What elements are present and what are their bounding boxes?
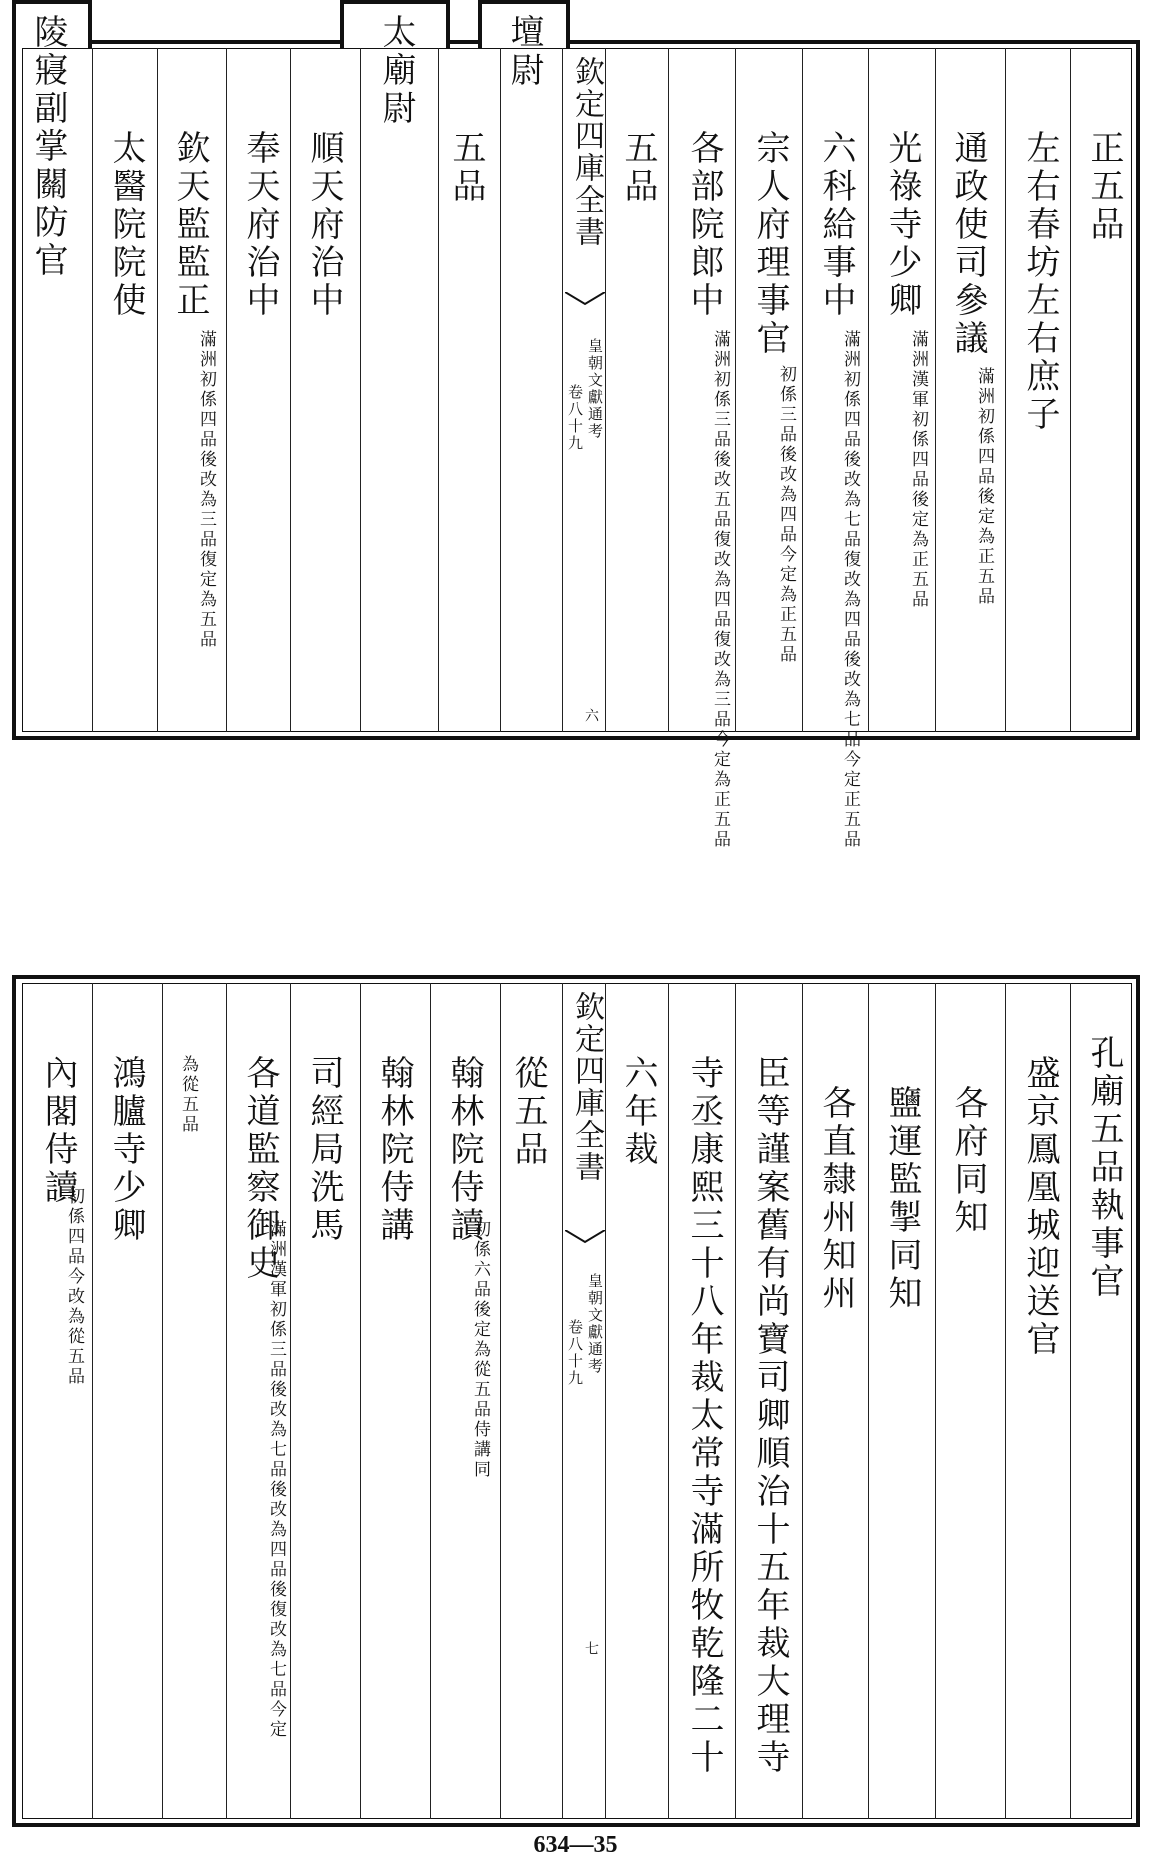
col-text: 五品: [618, 130, 658, 206]
column-rule: [360, 48, 361, 732]
col-text: 內閣侍讀: [38, 1055, 78, 1207]
column-rule: [226, 48, 227, 732]
column-rule: [430, 983, 431, 1819]
col-note: 滿洲初係四品後改為七品復改為四品後改為七品今定正五品: [840, 330, 860, 850]
column-rule: [562, 983, 563, 1819]
col-text: 六年裁: [618, 1055, 658, 1169]
col-note: 滿洲初係四品後改為三品復定為五品: [196, 330, 216, 650]
center-folio: 六: [583, 708, 599, 726]
column-rule: [290, 983, 291, 1819]
column-rule: [802, 983, 803, 1819]
col-text: 各道監察御史: [240, 1055, 280, 1283]
tab-text-3: 壇尉: [504, 14, 544, 90]
col-text: 鴻臚寺少卿: [106, 1055, 146, 1245]
col-text: 盛京鳳凰城迎送官: [1020, 1055, 1060, 1359]
col-text: 寺丞康熙三十八年裁太常寺滿所牧乾隆二十: [684, 1055, 724, 1777]
tab-text-1: 陵寢副掌關防官: [28, 14, 68, 280]
column-rule: [668, 983, 669, 1819]
col-text: 鹽運監掣同知: [882, 1085, 922, 1313]
column-rule: [605, 983, 606, 1819]
column-rule: [935, 983, 936, 1819]
col-text: 光祿寺少卿: [882, 130, 922, 320]
col-text: 翰林院侍讀: [444, 1055, 484, 1245]
center-subtitle: 皇朝文獻通考: [586, 338, 604, 440]
col-text: 翰林院侍講: [374, 1055, 414, 1245]
col-text: 左右春坊左右庶子: [1020, 130, 1060, 434]
column-rule: [605, 48, 606, 732]
col-text: 各府同知: [948, 1085, 988, 1237]
column-rule: [868, 48, 869, 732]
col-text: 通政使司參議: [948, 130, 988, 358]
column-rule: [802, 48, 803, 732]
col-text: 太醫院院使: [106, 130, 146, 320]
column-rule: [157, 48, 158, 732]
col-note: 初係六品後定為從五品侍講同: [470, 1220, 490, 1480]
tab-text-2: 太廟尉: [376, 14, 416, 128]
fishtail-mark: [565, 292, 605, 306]
col-text: 各部院郎中: [684, 130, 724, 320]
col-text: 臣等謹案舊有尚寶司卿順治十五年裁大理寺: [750, 1055, 790, 1777]
col-note: 為從五品: [178, 1055, 198, 1135]
column-rule: [868, 983, 869, 1819]
column-rule: [668, 48, 669, 732]
center-book-title: 欽定四庫全書: [569, 991, 604, 1183]
center-subtitle: 皇朝文獻通考: [586, 1273, 604, 1375]
col-text: 各直隸州知州: [816, 1085, 856, 1313]
col-text: 順天府治中: [304, 130, 344, 320]
column-rule: [1070, 983, 1071, 1819]
col-text: 奉天府治中: [240, 130, 280, 320]
fishtail-mark: [565, 1230, 605, 1244]
column-rule: [735, 983, 736, 1819]
col-note: 初係四品今改為從五品: [64, 1187, 84, 1387]
column-rule: [735, 48, 736, 732]
column-rule: [92, 983, 93, 1819]
column-rule: [162, 983, 163, 1819]
col-note: 滿洲初係四品後定為正五品: [974, 367, 994, 607]
column-rule: [290, 48, 291, 732]
column-rule: [226, 983, 227, 1819]
column-rule: [360, 983, 361, 1819]
col-text: 孔廟五品執事官: [1084, 1035, 1124, 1301]
col-note: 滿洲初係三品後改五品復改為四品復改為三品今定為正五品: [710, 330, 730, 850]
column-rule: [1070, 48, 1071, 732]
column-rule: [438, 48, 439, 732]
col-text: 宗人府理事官: [750, 130, 790, 358]
col-note: 滿洲漢軍初係四品後定為正五品: [908, 330, 928, 610]
center-volume: 卷八十九: [566, 1319, 584, 1387]
column-rule: [1005, 983, 1006, 1819]
column-rule: [500, 48, 501, 732]
column-rule: [92, 48, 93, 732]
col-text: 欽天監監正: [170, 130, 210, 320]
col-text: 從五品: [508, 1055, 548, 1169]
top-page: [0, 0, 1151, 880]
center-folio: 七: [583, 1641, 599, 1659]
column-rule: [1005, 48, 1006, 732]
column-rule: [500, 983, 501, 1819]
col-text: 六科給事中: [816, 130, 856, 320]
page-number: 634—35: [533, 1832, 618, 1858]
col-note: 滿洲漢軍初係三品後改為七品後改為四品後復改為七品今定: [266, 1220, 286, 1740]
bottom-page: [0, 975, 1151, 1835]
column-rule: [562, 48, 563, 732]
center-volume: 卷八十九: [566, 384, 584, 452]
col-text: 正五品: [1084, 130, 1124, 244]
col-text: 司經局洗馬: [304, 1055, 344, 1245]
column-rule: [935, 48, 936, 732]
center-book-title: 欽定四庫全書: [569, 56, 604, 248]
col-note: 初係三品後改為四品今定為正五品: [776, 365, 796, 665]
col-text: 五品: [446, 130, 486, 206]
